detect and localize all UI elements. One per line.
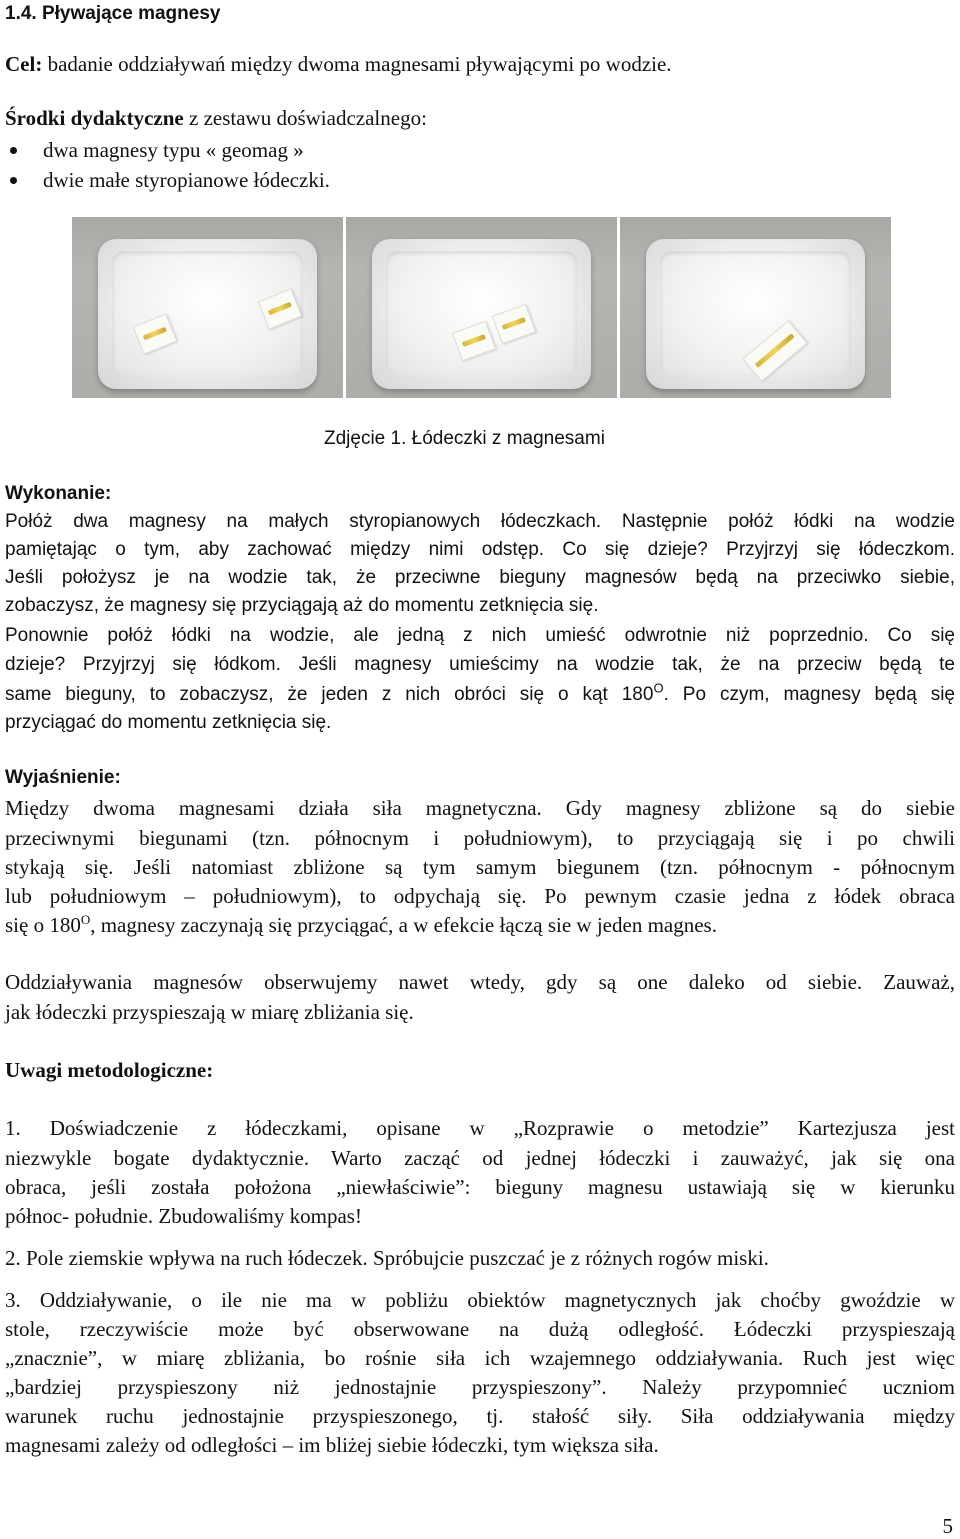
note-2: 2. Pole ziemskie wpływa na ruch łódeczek. Spróbujcie puszczać je z różnych rogów miski. — [5, 1246, 769, 1270]
goal-text: badanie oddziaływań między dwoma magnesami pływającymi po wodzie. — [42, 52, 672, 76]
bullet-icon — [10, 177, 17, 184]
materials-line — [5, 104, 427, 132]
goal-line — [5, 50, 672, 78]
goal-label: Cel: — [5, 52, 43, 76]
materials-item: dwie małe styropianowe łódeczki. — [43, 168, 330, 192]
note-3-line: warunek ruchu jednostajnie przyspieszonego, tj. stałość siły. Siła oddziaływania między — [5, 1404, 955, 1428]
photo-trays-1 — [72, 217, 343, 398]
explanation-line: się o $180^O$, magnesy zaczynają się przyciągać, a w efekcie łączą sie w jeden magnes. — [5, 912, 717, 937]
figure-caption: Zdjęcie 1. Łódeczki z magnesami — [324, 428, 605, 449]
note-3-line: stole, rzeczywiście może być obserwowane na dużą odległość. Łódeczki przyspieszają — [5, 1317, 955, 1341]
procedure-line: Połóż dwa magnesy na małych styropianowych łódeczkach. Następnie połóż łódki na wodzie — [5, 511, 955, 532]
page-number: 5 — [942, 1514, 953, 1538]
notes-heading: Uwagi metodologiczne: — [5, 1058, 214, 1082]
note-3-line: 3. Oddziaływanie, o ile nie ma w pobliżu obiektów magnetycznych jak choćby gwoździe w — [5, 1288, 955, 1312]
photo-trays-2 — [346, 217, 617, 398]
explanation-line: Między dwoma magnesami działa siła magnetyczna. Gdy magnesy zbliżone są do siebie — [5, 796, 955, 820]
procedure-line: pamiętając o tym, aby zachować między nimi odstęp. Co się dzieje? Przyjrzyj się łódeczkom. — [5, 539, 955, 560]
note-1-line: 1. Doświadczenie z łódeczkami, opisane w „Rozprawie o metodzie” Kartezjusza jest — [5, 1116, 955, 1140]
explanation-line: lub południowym – południowym), to odpychają się. Po pewnym czasie jedna z łódek obraca — [5, 884, 955, 908]
photo-trays-3 — [620, 217, 891, 398]
note-3-line: „bardziej przyspieszony niż jednostajnie przyspieszony”. Należy przypomnieć uczniom — [5, 1375, 955, 1399]
note-1-line: północ- południe. Zbudowaliśmy kompas! — [5, 1204, 362, 1228]
section-title: 1.4. Pływające magnesy — [5, 3, 221, 24]
note-1-line: obraca, jeśli została położona „niewłaściwie”: bieguny magnesu ustawiają się w kierunku — [5, 1175, 955, 1199]
explanation-para2-line: jak łódeczki przyspieszają w miarę zbliżania się. — [5, 1000, 414, 1024]
explanation-line: stykają się. Jeśli natomiast zbliżone są tym samym biegunem (tzn. północnym - północnym — [5, 855, 955, 879]
procedure-line: zobaczysz, że magnesy się przyciągają aż do momentu zetknięcia się. — [5, 595, 599, 616]
materials-label: Środki dydaktyczne — [5, 106, 184, 130]
procedure-line: Jeśli położysz je na wodzie tak, że przeciwne bieguny magnesów będą na przeciwko siebie, — [5, 567, 955, 588]
materials-text: z zestawu doświadczalnego: — [183, 106, 427, 130]
procedure-line: dzieje? Przyjrzyj się łódkom. Jeśli magnesy umieścimy na wodzie tak, że na przeciw będą te — [5, 654, 955, 675]
note-3-line: „znacznie”, w miarę zbliżania, bo rośnie siła ich wzajemnego oddziaływania. Ruch jest więc — [5, 1346, 955, 1370]
bullet-icon — [10, 147, 17, 154]
procedure-heading: Wykonanie: — [5, 483, 112, 504]
note-1-line: niezwykle bogate dydaktycznie. Warto zacząć od jednej łódeczki i zauważyć, jak się ona — [5, 1146, 955, 1170]
procedure-line: Ponownie połóż łódki na wodzie, ale jedną z nich umieść odwrotnie niż poprzednio. Co się — [5, 625, 955, 646]
procedure-line: same bieguny, to zobaczysz, że jeden z nich obróci się o kąt $180^O$. Po czym, magnesy będą się — [5, 680, 955, 705]
procedure-line: przyciągać do momentu zetknięcia się. — [5, 712, 332, 733]
explanation-line: przeciwnymi biegunami (tzn. północnym i południowym), to przyciągają się i po chwili — [5, 826, 955, 850]
note-3-line: magnesami zależy od odległości – im bliżej siebie łódeczki, tym większa siła. — [5, 1433, 659, 1457]
explanation-para2-line: Oddziaływania magnesów obserwujemy nawet wtedy, gdy są one daleko od siebie. Zauważ, — [5, 970, 955, 994]
explanation-heading: Wyjaśnienie: — [5, 767, 121, 788]
materials-item: dwa magnesy typu « geomag » — [43, 138, 304, 162]
